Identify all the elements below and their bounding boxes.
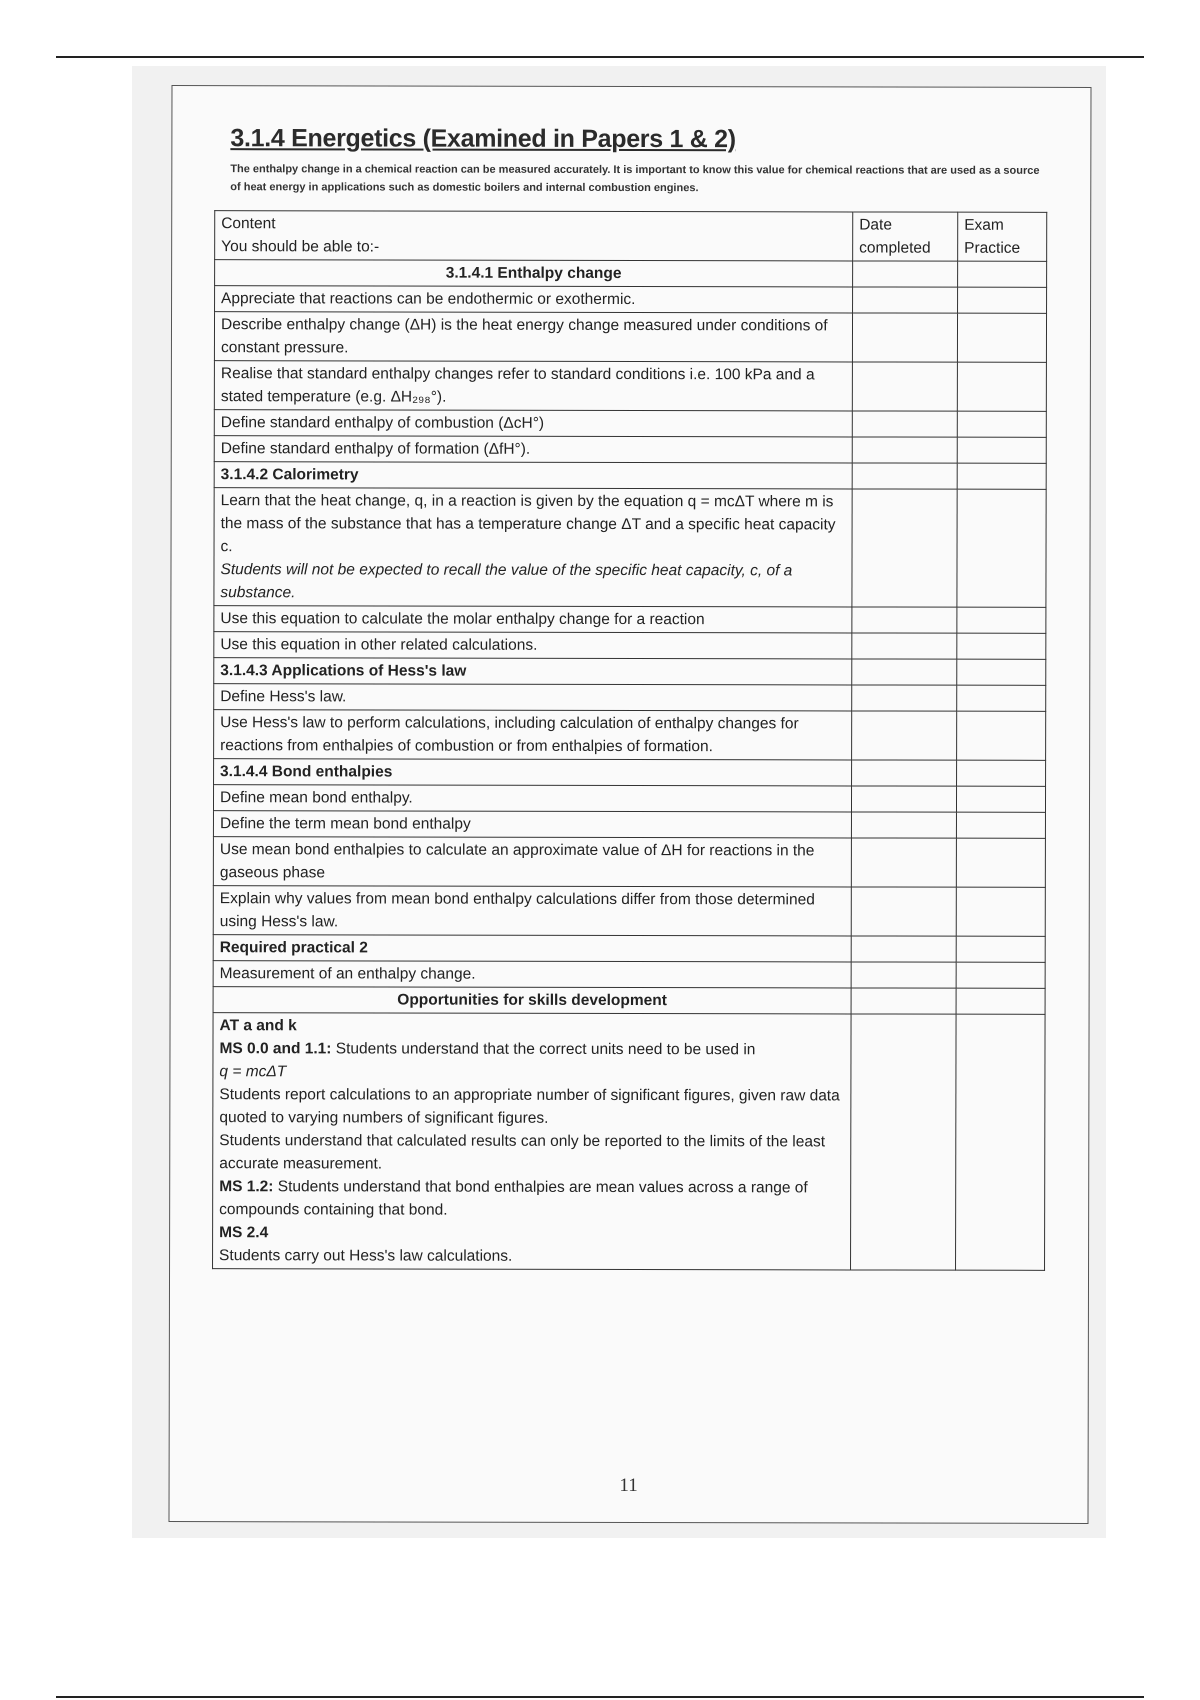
section-row [214,462,1046,490]
exam-cell[interactable] [957,313,1046,362]
exam-cell[interactable] [957,633,1046,659]
section-heading: 3.1.4.3 Applications of Hess's law [214,658,852,685]
date-cell[interactable] [852,362,957,411]
table-row [214,684,1046,712]
skills-ms3-label: MS 2.4 [219,1224,269,1242]
content-cell: Define mean bond enthalpy. [213,785,851,812]
exam-cell[interactable] [957,437,1046,463]
table-row [213,886,1045,937]
exam-cell[interactable] [957,607,1046,633]
date-cell[interactable] [853,261,958,287]
date-cell[interactable] [853,287,958,313]
content-cell: Describe enthalpy change (ΔH) is the heat energy change measured under conditions of constant pressure. [214,312,852,362]
date-cell[interactable] [851,838,956,887]
date-cell[interactable] [851,988,956,1014]
section-row [214,759,1046,787]
content-header-cell [215,211,853,261]
table-row [214,488,1046,608]
skills-ms1-text: Students understand that the correct units need to be used in [335,1040,756,1059]
date-cell[interactable] [852,659,957,685]
exam-cell[interactable] [956,936,1045,962]
content-header: Content [221,215,276,233]
section-heading: Required practical 2 [213,935,851,962]
exam-cell[interactable] [956,887,1045,936]
exam-cell[interactable] [956,962,1045,988]
content-subheader: You should be able to:- [221,238,380,256]
exam-cell[interactable] [956,1014,1046,1270]
date-cell[interactable] [852,411,957,437]
date-header-cell [853,212,958,261]
skills-ms2-label: MS 1.2: [219,1178,274,1196]
skills-paragraph: Students report calculations to an appropriate number of significant figures, given raw data quoted to varying numbers of significant figures. [219,1086,840,1127]
table-row [214,710,1046,761]
date-cell[interactable] [852,685,957,711]
section-heading: 3.1.4.4 Bond enthalpies [214,759,852,786]
page-number: 11 [619,1474,638,1497]
exam-cell[interactable] [957,463,1046,489]
content-cell [214,488,852,607]
content-cell: Use Hess's law to perform calculations, including calculation of enthalpy changes for reactions from enthalpies of combustion or from enthalpies of formation. [214,710,852,760]
table-row [214,312,1046,363]
date-cell[interactable] [852,711,957,760]
skills-row [213,1013,1046,1271]
table-header-row [215,211,1047,262]
skills-ms2 [219,1175,844,1222]
exam-cell[interactable] [957,362,1046,411]
skills-at: AT a and k [219,1017,297,1035]
page-title: 3.1.4 Energetics (Examined in Papers 1 & 2) [230,124,736,154]
content-cell: Use this equation to calculate the molar enthalpy change for a reaction [214,606,852,633]
checklist-table [212,210,1047,1271]
content-cell: Appreciate that reactions can be endothermic or exothermic. [215,286,853,313]
table-row [213,961,1045,989]
content-cell: Measurement of an enthalpy change. [213,961,851,988]
date-cell[interactable] [852,607,957,633]
section-row [213,987,1045,1015]
date-cell[interactable] [851,962,956,988]
section-row [214,658,1046,686]
skills-paragraph: Students carry out Hess's law calculations. [219,1247,513,1265]
table-row [213,785,1045,813]
skills-cell [213,1013,852,1270]
exam-cell[interactable] [957,760,1046,786]
content-cell: Use mean bond enthalpies to calculate an approximate value of ΔH for reactions in the gaseous phase [213,837,851,887]
date-cell[interactable] [851,786,956,812]
exam-cell[interactable] [956,838,1045,887]
exam-cell[interactable] [957,659,1046,685]
date-cell[interactable] [852,489,957,607]
exam-cell[interactable] [956,786,1045,812]
exam-cell[interactable] [958,261,1047,287]
date-header-line1: Date [859,216,892,234]
content-cell: Realise that standard enthalpy changes refer to standard conditions i.e. 100 kPa and a stated temperature (e.g. ΔH₂₉₈°). [214,361,852,411]
date-cell[interactable] [852,633,957,659]
section-heading: 3.1.4.2 Calorimetry [214,462,852,489]
date-cell[interactable] [851,812,956,838]
content-cell: Define the term mean bond enthalpy [213,811,851,838]
content-cell: Define standard enthalpy of combustion (ΔcH°) [214,410,852,437]
date-header-line2: completed [859,239,931,257]
skills-ms1-equation: q = mcΔT [219,1063,287,1081]
table-row [215,286,1047,314]
skills-ms1-label: MS 0.0 and 1.1: [219,1040,332,1058]
table-row [213,811,1045,839]
exam-cell[interactable] [957,711,1046,760]
date-cell[interactable] [851,1014,957,1270]
table-row [214,632,1046,660]
section-heading: 3.1.4.1 Enthalpy change [215,260,853,287]
top-rule [56,56,1144,58]
exam-header-line1: Exam [964,216,1004,234]
table-row [214,410,1046,438]
date-cell[interactable] [852,760,957,786]
date-cell[interactable] [851,887,956,936]
exam-cell[interactable] [958,287,1047,313]
exam-cell[interactable] [957,489,1046,607]
exam-header-cell [958,212,1047,261]
exam-cell[interactable] [957,685,1046,711]
skills-ms2-text: Students understand that bond enthalpies are mean values across a range of compounds containing that bond. [219,1178,808,1219]
calorimetry-note: Students will not be expected to recall the value of the specific heat capacity, c, of a substance. [220,561,793,602]
content-cell: Use this equation in other related calculations. [214,632,852,659]
date-cell[interactable] [852,463,957,489]
date-cell[interactable] [852,437,957,463]
date-cell[interactable] [851,936,956,962]
exam-cell[interactable] [957,411,1046,437]
exam-cell[interactable] [956,812,1045,838]
document-sheet [168,85,1091,1524]
table-row [214,606,1046,634]
skills-paragraph: Students understand that calculated results can only be reported to the limits of the least accurate measurement. [219,1132,826,1173]
exam-header-line2: Practice [964,239,1021,257]
section-row [213,935,1045,963]
exam-cell[interactable] [956,988,1045,1014]
date-cell[interactable] [852,313,957,362]
table-row [214,436,1046,464]
content-cell: Define Hess's law. [214,684,852,711]
bottom-rule [56,1696,1144,1698]
table-row [214,361,1046,412]
content-cell: Define standard enthalpy of formation (ΔfH°). [214,436,852,463]
intro-paragraph: The enthalpy change in a chemical reaction can be measured accurately. It is important to know this value for chemical reactions that are used as a source of heat energy in applications such as domestic boilers and internal combustion engines. [230,163,1040,195]
calorimetry-text: Learn that the heat change, q, in a reaction is given by the equation q = mcΔT where m is the mass of the substance that has a temperature change ΔT and a specific heat capacity c. [220,492,836,556]
table-row [213,837,1045,888]
content-cell: Explain why values from mean bond enthalpy calculations differ from those determined using Hess's law. [213,886,851,936]
section-row [215,260,1047,288]
skills-ms1 [219,1037,844,1061]
section-heading: Opportunities for skills development [213,987,851,1014]
